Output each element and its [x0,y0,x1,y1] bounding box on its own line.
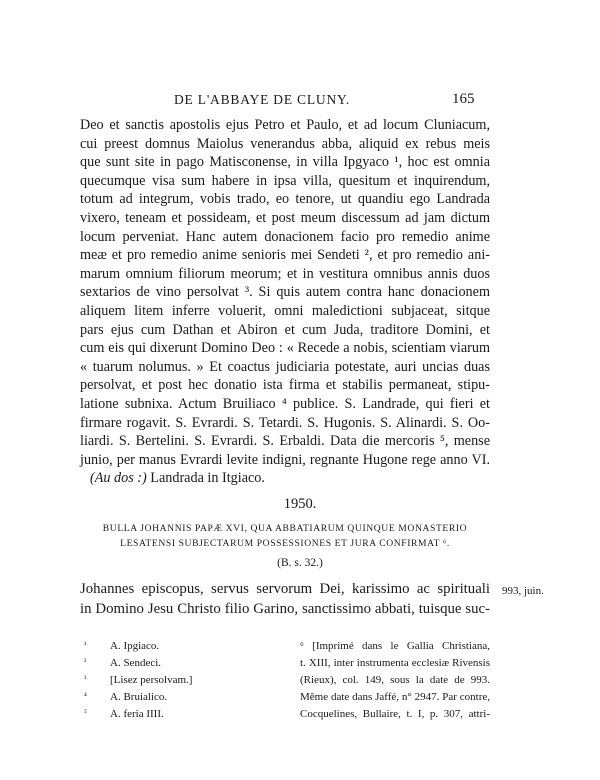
page-number: 165 [452,91,475,107]
footnote-line: Même date dans Jaffé, n° 2947. Par contre, [300,691,490,703]
footnote [84,672,274,689]
footnote-line: Cocquelines, Bullaire, t. I, p. 307, attri- [300,708,490,720]
text-line: locum perveniat. Hanc autem donacionem facio pro remedio anime [80,228,490,245]
text-line: liardi. S. Bertelini. S. Evrardi. S. Erbaldi. Data die mercoris ⁵, mense [80,433,490,450]
footnote-mark: ² [84,657,87,666]
text-line: vixero, teneam et possideam, et post meum discessum ad jam dictum [80,209,490,226]
text-line: Johannes episcopus, servus servorum Dei, karissimo ac spirituali [80,581,490,597]
dorsal-note [90,469,490,488]
dorsal-text: Landrada in Itgiaco. [146,470,265,487]
footnote-mark: ³ [84,674,87,683]
rubric-line: LESATENSI SUBJECTARUM POSSESSIONES ET JURA CONFIRMAT ⁶. [120,537,450,549]
text-line: persolvat, et post hec donatio ista firma et stabilis permaneat, stipu- [80,377,490,394]
source-reference: (B. s. 32.) [277,557,323,569]
text-line: aliquem litem inferre voluerit, omni maledictioni subjaceat, sitque [80,302,490,319]
footnote-line: ⁶ [Imprimé dans le Gallia Christiana, [300,640,490,652]
text-line: junio, per manus Evrardi levite indigni, regnante Hugone rege anno VI. [80,451,490,468]
footnote-mark: ⁴ [84,691,87,700]
text-line: in Domino Jesu Christo filio Garino, sanctissimo abbati, tuisque suc- [80,600,490,617]
footnote-mark: ⁵ [84,708,87,717]
text-line: meæ et pro remedio anime senioris mei Sendeti ², et pro remedio ani- [80,247,490,264]
text-line: quecumque visa sum habere in ipsa villa, quesitum et inquirendum, [80,172,490,189]
dorsal-label: (Au dos :) [90,470,147,487]
footnote-text: A. feria IIII. [110,708,164,720]
charter-number: 1950. [283,496,317,512]
charter-opening [80,580,490,619]
rubric-line: BULLA JOHANNIS PAPÆ XVI, QUA ABBATIARUM QUINQUE MONASTERIO [102,523,468,534]
footnote [84,655,274,672]
footnote [84,706,274,723]
text-line: cum eis qui dixerunt Domino Deo : « Recede a nobis, scientiam viarum [80,340,490,357]
charter-text [80,116,490,488]
footnote-text: A. Ipgiaco. [110,640,160,652]
footnote [84,689,274,706]
text-line: cui preest domnus Maiolus venerandus abba, aliquid ex rebus meis [80,135,490,152]
footnote-line: (Rieux), col. 149, sous la date de 993. [300,674,490,686]
footnote-6 [300,638,490,723]
text-line: « tuarum nolumus. » Et coactus judiciaria potestate, auri uncias duas [80,358,490,375]
footnote-text: A. Bruialico. [110,691,168,703]
running-title: DE L'ABBAYE DE CLUNY. [174,92,350,107]
margin-date: 993, juin. [502,585,544,597]
text-line: latione subnixa. Actum Bruiliaco ⁴ publice. S. Landrade, qui fieri et [80,395,490,412]
footnote-line: t. XIII, inter instrumenta ecclesiæ Rivensis [300,657,490,669]
text-line: que sunt site in pago Matisconense, in villa Ipgyaco ¹, hoc est omnia [80,154,490,171]
footnote-text: A. Sendeci. [110,657,162,669]
text-line: marum omnium filiorum meorum; et in vestitura omnibus annis duos [80,265,490,282]
text-line: firmare rogavit. S. Evrardi. S. Tetardi. S. Hugonis. S. Alinardi. S. Oo- [80,414,490,431]
footnote-text: [Lisez persolvam.] [110,674,193,686]
text-line: pars ejus cum Dathan et Abiron et cum Juda, traditore Domini, et [80,321,490,338]
footnote-mark: ¹ [84,640,87,649]
text-line: Deo et sanctis apostolis ejus Petro et Paulo, et ad locum Cluniacum, [80,117,490,133]
footnotes-left [84,638,274,723]
page-header [0,92,600,112]
charter-rubric [80,522,490,551]
footnote [84,638,274,655]
text-line: totum ad integrum, vobis trado, eo tenore, ut quandiu ego Landrada [80,191,490,208]
text-line: sextarios de vino persolvat ³. Si quis autem contra hanc donacionem [80,284,490,301]
